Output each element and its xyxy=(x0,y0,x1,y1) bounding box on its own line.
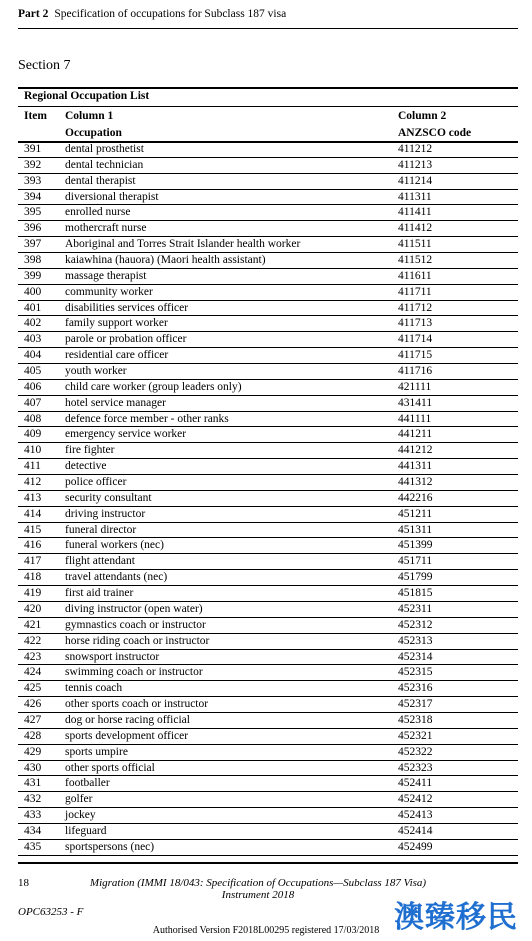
anzsco-code-cell: 452312 xyxy=(398,618,433,631)
table-row xyxy=(18,618,518,634)
table-row xyxy=(18,602,518,618)
item-cell: 412 xyxy=(24,476,42,489)
anzsco-code-cell: 411511 xyxy=(398,238,432,251)
anzsco-code-cell: 411714 xyxy=(398,333,433,346)
header-rule xyxy=(18,28,518,29)
item-cell: 417 xyxy=(24,555,42,568)
occupation-cell: dental prosthetist xyxy=(65,143,144,155)
table-top-rule xyxy=(18,87,518,89)
item-cell: 418 xyxy=(24,571,42,584)
anzsco-code-cell: 452413 xyxy=(398,809,433,822)
header-item: Item xyxy=(24,110,47,122)
table-row xyxy=(18,316,518,332)
item-cell: 413 xyxy=(24,491,42,504)
anzsco-code-cell: 452499 xyxy=(398,840,433,853)
table-row xyxy=(18,507,518,523)
table-row xyxy=(18,237,518,253)
anzsco-code-cell: 451399 xyxy=(398,539,433,552)
table-row xyxy=(18,681,518,697)
occupation-cell: funeral workers (nec) xyxy=(65,539,164,552)
occupation-cell: child care worker (group leaders only) xyxy=(65,380,242,393)
anzsco-code-cell: 452313 xyxy=(398,634,433,647)
item-cell: 397 xyxy=(24,238,42,251)
item-cell: 399 xyxy=(24,269,42,282)
table-row xyxy=(18,697,518,713)
footer-title-line1: Migration (IMMI 18/043: Specification of Occupations—Subclass 187 Visa) xyxy=(89,877,427,889)
occupation-cell: horse riding coach or instructor xyxy=(65,634,210,647)
item-cell: 407 xyxy=(24,396,42,409)
occupation-cell: swimming coach or instructor xyxy=(65,666,203,679)
item-cell: 402 xyxy=(24,317,42,330)
item-cell: 405 xyxy=(24,365,42,378)
occupation-cell: footballer xyxy=(65,777,110,790)
item-cell: 415 xyxy=(24,523,42,536)
occupation-cell: first aid trainer xyxy=(65,587,134,600)
occupation-cell: flight attendant xyxy=(65,555,135,568)
anzsco-code-cell: 411512 xyxy=(398,254,433,267)
item-cell: 400 xyxy=(24,285,42,298)
item-cell: 433 xyxy=(24,809,42,822)
item-cell: 411 xyxy=(24,460,41,473)
occupation-cell: other sports official xyxy=(65,761,155,774)
occupation-cell: emergency service worker xyxy=(65,428,187,441)
table-row xyxy=(18,776,518,792)
table-row xyxy=(18,443,518,459)
occupation-cell: sports umpire xyxy=(65,745,128,758)
item-cell: 432 xyxy=(24,793,42,806)
anzsco-code-cell: 411214 xyxy=(398,174,433,187)
occupation-cell: sportspersons (nec) xyxy=(65,840,155,853)
item-cell: 403 xyxy=(24,333,42,346)
anzsco-code-cell: 451815 xyxy=(398,587,433,600)
table-row xyxy=(18,427,518,443)
table-row xyxy=(18,554,518,570)
table-row xyxy=(18,824,518,840)
item-cell: 427 xyxy=(24,713,42,726)
item-cell: 398 xyxy=(24,254,42,267)
item-cell: 425 xyxy=(24,682,42,695)
anzsco-code-cell: 452412 xyxy=(398,793,433,806)
anzsco-code-cell: 452414 xyxy=(398,824,433,837)
table-row xyxy=(18,332,518,348)
anzsco-code-cell: 452321 xyxy=(398,729,433,742)
item-cell: 392 xyxy=(24,158,42,171)
table-row xyxy=(18,459,518,475)
running-head-title: Specification of occupations for Subclass 187 visa xyxy=(54,8,287,20)
item-cell: 393 xyxy=(24,174,42,187)
item-cell: 420 xyxy=(24,602,42,615)
anzsco-code-cell: 451211 xyxy=(398,507,433,520)
footer-title xyxy=(78,877,438,901)
opc-code xyxy=(18,906,83,918)
authorised-version: Authorised Version F2018L00295 registered 17/03/2018 xyxy=(152,925,380,936)
item-cell: 406 xyxy=(24,380,42,393)
table-row xyxy=(18,285,518,301)
table-row xyxy=(18,221,518,237)
table-row xyxy=(18,538,518,554)
occupation-cell: other sports coach or instructor xyxy=(65,698,209,711)
occupation-cell: community worker xyxy=(65,285,153,298)
anzsco-code-cell: 411716 xyxy=(398,365,433,378)
anzsco-code-cell: 421111 xyxy=(398,380,432,393)
item-cell: 391 xyxy=(24,143,42,155)
section-heading: Section 7 xyxy=(18,58,71,73)
table-row xyxy=(18,205,518,221)
occupation-cell: golfer xyxy=(65,793,93,806)
item-cell: 435 xyxy=(24,840,42,853)
table-row xyxy=(18,158,518,174)
anzsco-code-cell: 441312 xyxy=(398,476,433,489)
header-col2-top: Column 2 xyxy=(398,110,447,122)
table-row xyxy=(18,412,518,428)
occupation-cell: parole or probation officer xyxy=(65,333,187,346)
item-cell: 429 xyxy=(24,745,42,758)
item-cell: 422 xyxy=(24,634,42,647)
occupation-cell: dental technician xyxy=(65,158,144,171)
table-row xyxy=(18,729,518,745)
item-cell: 419 xyxy=(24,587,42,600)
anzsco-code-cell: 441211 xyxy=(398,428,433,441)
item-cell: 416 xyxy=(24,539,42,552)
table-title: Regional Occupation List xyxy=(24,90,150,102)
anzsco-code-cell: 452311 xyxy=(398,602,433,615)
anzsco-code-cell: 452317 xyxy=(398,698,433,711)
occupation-cell: police officer xyxy=(65,476,127,489)
occupation-cell: disabilities services officer xyxy=(65,301,189,314)
occupation-cell: fire fighter xyxy=(65,444,115,457)
occupation-cell: snowsport instructor xyxy=(65,650,160,663)
item-cell: 428 xyxy=(24,729,42,742)
occupation-cell: travel attendants (nec) xyxy=(65,571,168,584)
anzsco-code-cell: 442216 xyxy=(398,491,433,504)
anzsco-code-cell: 451711 xyxy=(398,555,433,568)
table-row xyxy=(18,586,518,602)
table-row xyxy=(18,713,518,729)
anzsco-code-cell: 452314 xyxy=(398,650,433,663)
table-row xyxy=(18,348,518,364)
item-cell: 421 xyxy=(24,618,42,631)
item-cell: 395 xyxy=(24,206,42,219)
table-row xyxy=(18,761,518,777)
table-row xyxy=(18,840,518,856)
header-col1-top: Column 1 xyxy=(65,110,114,122)
anzsco-code-cell: 411311 xyxy=(398,190,432,203)
occupation-cell: security consultant xyxy=(65,491,152,504)
item-cell: 423 xyxy=(24,650,42,663)
item-cell: 408 xyxy=(24,412,42,425)
occupation-cell: dental therapist xyxy=(65,174,136,187)
anzsco-code-cell: 452318 xyxy=(398,713,433,726)
anzsco-code-cell: 441212 xyxy=(398,444,433,457)
occupation-table-body xyxy=(18,142,518,856)
occupation-cell: diving instructor (open water) xyxy=(65,602,203,615)
occupation-cell: kaiawhina (hauora) (Maori health assistant) xyxy=(65,254,266,267)
watermark-logo: 澳臻移民 xyxy=(394,900,518,935)
opc-code-text: OPC63253 - F xyxy=(18,906,84,918)
table-row xyxy=(18,634,518,650)
anzsco-code-cell: 451799 xyxy=(398,571,433,584)
header-col1-bottom: Occupation xyxy=(65,127,122,139)
occupation-cell: mothercraft nurse xyxy=(65,222,147,235)
occupation-cell: massage therapist xyxy=(65,269,147,282)
table-row xyxy=(18,190,518,206)
table-row xyxy=(18,523,518,539)
anzsco-code-cell: 411611 xyxy=(398,269,432,282)
table-row xyxy=(18,808,518,824)
occupation-cell: youth worker xyxy=(65,365,127,378)
anzsco-code-cell: 411712 xyxy=(398,301,433,314)
table-row xyxy=(18,253,518,269)
table-bottom-rule xyxy=(18,862,518,864)
anzsco-code-cell: 452323 xyxy=(398,761,433,774)
table-row xyxy=(18,142,518,158)
anzsco-code-cell: 452411 xyxy=(398,777,433,790)
item-cell: 424 xyxy=(24,666,42,679)
occupation-cell: residential care officer xyxy=(65,349,169,362)
occupation-cell: Aboriginal and Torres Strait Islander health worker xyxy=(65,238,301,251)
running-head xyxy=(18,8,286,20)
table-row xyxy=(18,570,518,586)
table-row xyxy=(18,269,518,285)
occupation-cell: family support worker xyxy=(65,317,168,330)
item-cell: 426 xyxy=(24,698,42,711)
anzsco-code-cell: 411212 xyxy=(398,143,433,155)
anzsco-code-cell: 411213 xyxy=(398,158,433,171)
anzsco-code-cell: 452322 xyxy=(398,745,433,758)
occupation-cell: driving instructor xyxy=(65,507,146,520)
item-cell: 434 xyxy=(24,824,42,837)
table-row xyxy=(18,665,518,681)
occupation-cell: diversional therapist xyxy=(65,190,159,203)
item-cell: 396 xyxy=(24,222,42,235)
occupation-cell: jockey xyxy=(65,809,96,822)
item-cell: 410 xyxy=(24,444,42,457)
anzsco-code-cell: 411412 xyxy=(398,222,433,235)
anzsco-code-cell: 441111 xyxy=(398,412,432,425)
item-cell: 431 xyxy=(24,777,42,790)
item-cell: 404 xyxy=(24,349,42,362)
table-row xyxy=(18,396,518,412)
occupation-cell: dog or horse racing official xyxy=(65,713,190,726)
occupation-cell: lifeguard xyxy=(65,824,107,837)
item-cell: 414 xyxy=(24,507,42,520)
anzsco-code-cell: 451311 xyxy=(398,523,433,536)
anzsco-code-cell: 411711 xyxy=(398,285,432,298)
page-number: 18 xyxy=(18,877,29,889)
item-cell: 401 xyxy=(24,301,42,314)
table-row xyxy=(18,491,518,507)
table-row xyxy=(18,475,518,491)
occupation-cell: sports development officer xyxy=(65,729,189,742)
anzsco-code-cell: 452316 xyxy=(398,682,433,695)
occupation-cell: gymnastics coach or instructor xyxy=(65,618,206,631)
occupation-cell: hotel service manager xyxy=(65,396,166,409)
anzsco-code-cell: 411715 xyxy=(398,349,433,362)
running-head-part: Part 2 xyxy=(18,8,49,20)
table-row xyxy=(18,650,518,666)
occupation-cell: defence force member - other ranks xyxy=(65,412,229,425)
table-row xyxy=(18,792,518,808)
table-title-rule xyxy=(18,106,518,107)
anzsco-code-cell: 431411 xyxy=(398,396,433,409)
anzsco-code-cell: 452315 xyxy=(398,666,433,679)
table-row xyxy=(18,745,518,761)
table-row xyxy=(18,380,518,396)
occupation-cell: funeral director xyxy=(65,523,137,536)
table-row xyxy=(18,364,518,380)
occupation-cell: enrolled nurse xyxy=(65,206,131,219)
occupation-cell: detective xyxy=(65,460,107,473)
occupation-cell: tennis coach xyxy=(65,682,123,695)
item-cell: 394 xyxy=(24,190,42,203)
anzsco-code-cell: 441311 xyxy=(398,460,433,473)
footer-title-line2: Instrument 2018 xyxy=(221,889,295,901)
anzsco-code-cell: 411713 xyxy=(398,317,433,330)
table-row xyxy=(18,301,518,317)
item-cell: 409 xyxy=(24,428,42,441)
anzsco-code-cell: 411411 xyxy=(398,206,432,219)
item-cell: 430 xyxy=(24,761,42,774)
table-row xyxy=(18,174,518,190)
header-col2-bottom: ANZSCO code xyxy=(398,127,472,139)
